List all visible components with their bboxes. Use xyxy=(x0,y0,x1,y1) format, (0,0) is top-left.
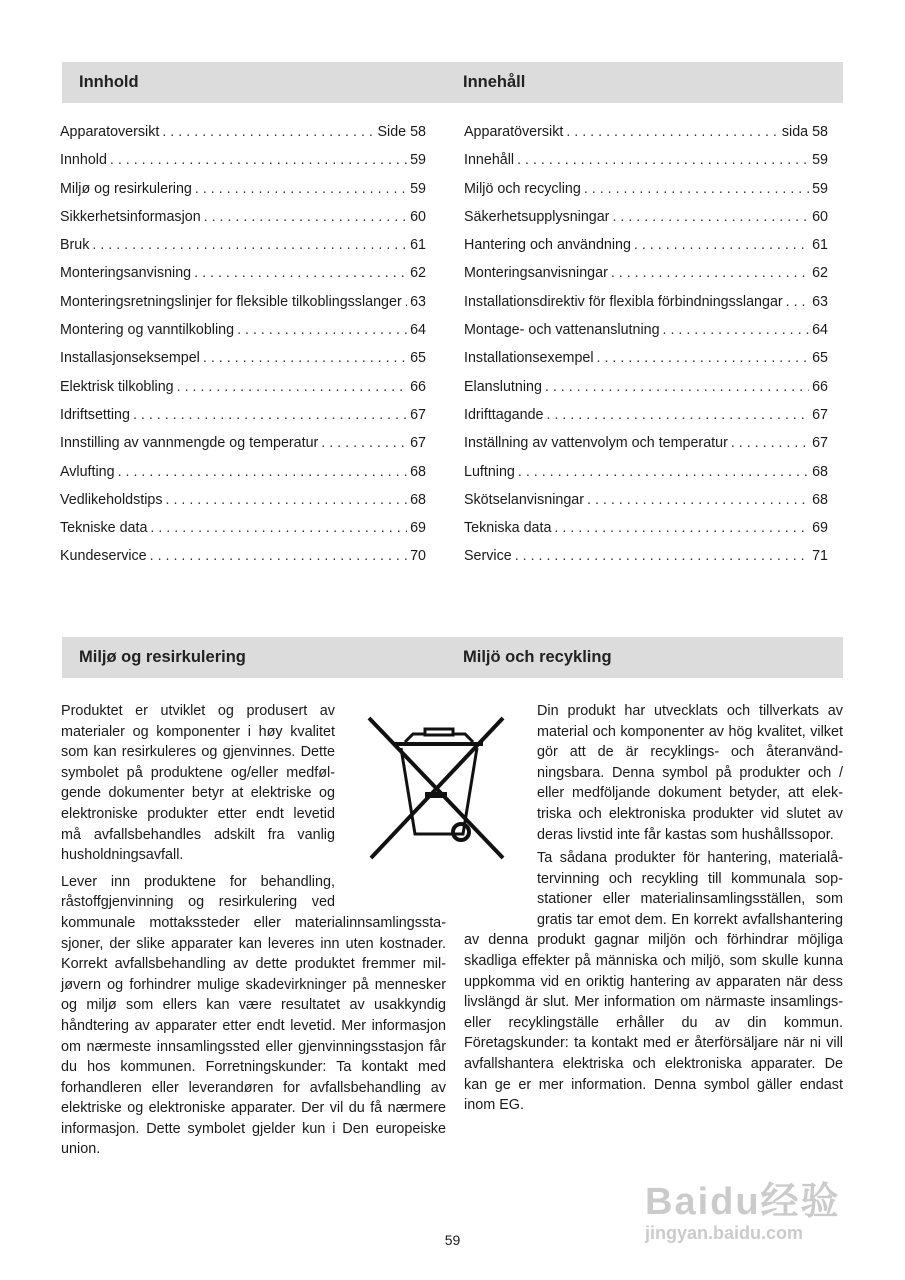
toc-entry-page: sida 58 xyxy=(781,124,828,140)
leader-dots xyxy=(321,435,407,451)
baidu-watermark xyxy=(645,1170,841,1244)
toc-entry[interactable] xyxy=(60,181,426,209)
toc-entry[interactable] xyxy=(60,124,426,152)
leader-dots xyxy=(92,237,407,253)
float-spacer xyxy=(464,848,537,910)
toc-entry-label: Apparatoversikt xyxy=(60,124,160,140)
watermark-url: jingyan.baidu.com xyxy=(645,1223,804,1243)
leader-dots xyxy=(150,520,407,536)
toc-entry-label: Installationsexempel xyxy=(464,350,594,367)
toc-entry-page: 64 xyxy=(812,322,828,339)
toc-entry[interactable] xyxy=(464,492,828,520)
toc-entry-label: Inställning av vattenvolym och temperatur xyxy=(464,435,728,452)
toc-entry[interactable] xyxy=(464,294,828,322)
leader-dots xyxy=(194,265,407,281)
toc-entry-label: Luftning xyxy=(464,463,515,480)
toc-entry[interactable] xyxy=(60,152,426,180)
leader-dots xyxy=(611,265,809,281)
leader-dots xyxy=(203,350,407,366)
toc-entry-page: 69 xyxy=(410,520,426,537)
toc-entry[interactable] xyxy=(60,265,426,293)
toc-header-bar xyxy=(62,62,843,103)
toc-entry-label: Installasjonseksempel xyxy=(60,350,200,367)
toc-entry-label: Elanslutning xyxy=(464,378,542,395)
toc-entry[interactable] xyxy=(60,379,426,407)
leader-dots xyxy=(405,294,407,310)
toc-entry-page: 61 xyxy=(410,237,426,254)
leader-dots xyxy=(584,181,809,197)
toc-entry-page: 63 xyxy=(410,293,426,310)
environment-heading-swedish: Miljö och recykling xyxy=(463,648,612,666)
toc-entry-page: 68 xyxy=(812,491,828,508)
leader-dots xyxy=(517,152,809,168)
toc-entry[interactable] xyxy=(464,407,828,435)
toc-entry[interactable] xyxy=(60,350,426,378)
toc-entry[interactable] xyxy=(60,322,426,350)
leader-dots xyxy=(162,124,374,140)
toc-entry[interactable] xyxy=(464,181,828,209)
toc-entry[interactable] xyxy=(464,379,828,407)
environment-text-norwegian xyxy=(61,701,446,1166)
toc-entry-page: 64 xyxy=(410,322,426,339)
environment-text-swedish-2 xyxy=(464,848,843,1122)
toc-entry[interactable] xyxy=(464,520,828,548)
toc-heading-swedish: Innehåll xyxy=(463,73,526,91)
toc-entry-label: Montering og vanntilkobling xyxy=(60,322,235,339)
toc-entry-label: Avlufting xyxy=(60,463,115,480)
toc-entry[interactable] xyxy=(60,209,426,237)
toc-entry-page: 63 xyxy=(812,293,828,310)
toc-entry[interactable] xyxy=(60,294,426,322)
toc-list-norwegian xyxy=(60,124,426,577)
leader-dots xyxy=(547,407,810,423)
toc-entry-page: 59 xyxy=(812,152,828,169)
leader-dots xyxy=(545,379,809,395)
toc-entry-label: Montage- och vattenanslutning xyxy=(464,322,660,339)
toc-entry-label: Kundeservice xyxy=(60,548,147,565)
toc-entry-label: Installationsdirektiv för flexibla förbindningsslangar xyxy=(464,293,783,310)
toc-entry-page: 65 xyxy=(410,350,426,367)
paragraph: Din produkt har utvecklats och tillverkats av material och komponenter av hög kvalitet, vilket gör att de är recyklings- och återanvändningsbara. Denna symbol på produkter och / eller medföljande dokument betyder, att elektriska och elektroniska produkter vid slutet av deras livstid inte får kastas som hushållssopor. xyxy=(537,703,843,843)
leader-dots xyxy=(110,152,407,168)
toc-entry-page: 69 xyxy=(812,520,828,537)
leader-dots xyxy=(150,548,407,564)
toc-entry-page: 62 xyxy=(812,265,828,282)
paragraph: Lever inn produktene for behandling, råstoffgjenvinning og resirkulering ved kommunale mottakssteder eller materialinnsamlingsstasjoner, der slike apparater kan leveres inn uten kostnader. Korrekt avfallsbehandling av dette produktet fremmer miljøvern og forhindrer mulige skadevirkninger på mennesker og miljø som ellers kan være resultatet av usakkyndig håndtering av apparater etter endt levetid. Mer informasjon om nærmeste innsamlingssted eller gjenvinningsstasjon får du hos kommunen. Forretningskunder: Ta kontakt med forhandleren eller leverandøren for avfallsbehandling av elektriske og elektroniske apparater. Der vil du få nærmere informasjon. Dette symbolet gjelder kun i Den europeiske union. xyxy=(61,873,446,1158)
toc-entry-label: Idriftsetting xyxy=(60,406,130,423)
toc-list-swedish xyxy=(464,124,828,577)
toc-entry-page: 71 xyxy=(812,548,828,565)
toc-entry[interactable] xyxy=(464,152,828,180)
toc-entry-label: Miljö och recycling xyxy=(464,180,581,197)
toc-entry-label: Innstilling av vannmengde og temperatur xyxy=(60,435,319,452)
float-spacer xyxy=(335,701,446,901)
toc-entry-label: Apparatöversikt xyxy=(464,124,564,140)
toc-entry-page: 65 xyxy=(812,350,828,367)
toc-entry-label: Elektrisk tilkobling xyxy=(60,378,174,395)
toc-entry-page: 59 xyxy=(410,152,426,169)
toc-entry-page: 66 xyxy=(812,378,828,395)
toc-entry-label: Monteringsanvisning xyxy=(60,265,192,282)
toc-entry[interactable] xyxy=(60,407,426,435)
toc-entry-page: Side 58 xyxy=(377,124,426,140)
environment-header-bar xyxy=(62,637,843,678)
toc-entry-page: 67 xyxy=(410,406,426,423)
toc-entry-page: 68 xyxy=(812,463,828,480)
leader-dots xyxy=(554,520,809,536)
toc-entry-page: 62 xyxy=(410,265,426,282)
toc-entry-label: Monteringsretningslinjer for fleksible tilkoblingsslanger xyxy=(60,293,402,310)
toc-entry[interactable] xyxy=(464,435,828,463)
leader-dots xyxy=(118,464,408,480)
toc-entry-page: 59 xyxy=(812,180,828,197)
leader-dots xyxy=(237,322,407,338)
toc-entry[interactable] xyxy=(60,548,426,576)
toc-entry-page: 67 xyxy=(410,435,426,452)
leader-dots xyxy=(731,435,809,451)
paragraph-text: Ta sådana produkter för hantering, materialåtervinning och recykling till kommunala sopstationer eller materialinsamlingsställen, som gratis tar emot dem. En korrekt avfallshantering av denna produkt gagnar miljön och förhindrar möjliga skadliga effekter på människa och miljö, som skulle kunna uppkomma vid en oriktig hantering av apparaten när dess livslängd är slut. Mer information om närmaste insamlings- eller recyklingställe erhåller du av din kommun. Företagskunder: ta kontakt med er återförsäljare när ni vill avfallshantera elektriska och elektroniska apparater. De kan ge er mer information. Denna symbol gäller endast inom EG. xyxy=(464,850,843,1114)
leader-dots xyxy=(587,492,809,508)
toc-entry-page: 60 xyxy=(812,208,828,225)
page-number: 59 xyxy=(444,1232,461,1248)
leader-dots xyxy=(566,124,779,140)
toc-entry-label: Hantering och användning xyxy=(464,237,631,254)
toc-entry[interactable] xyxy=(60,492,426,520)
toc-heading-norwegian: Innhold xyxy=(79,73,139,91)
leader-dots xyxy=(663,322,810,338)
toc-entry[interactable] xyxy=(464,124,828,152)
toc-entry-label: Skötselanvisningar xyxy=(464,491,585,508)
paragraph: Produktet er utviklet og produsert av materialer og komponenter i høy kvalitet som kan resirkuleres og gjenvinnes. Dette symbolet på produktene og/eller medfølgende dokumenter betyr at elektriske og elektroniske produkter etter endt levetid må avfallsbehandles adskilt fra vanlig husholdningsavfall. xyxy=(61,703,335,864)
environment-text-swedish xyxy=(537,701,843,851)
toc-entry[interactable] xyxy=(464,237,828,265)
toc-entry[interactable] xyxy=(60,464,426,492)
toc-entry-page: 67 xyxy=(812,435,828,452)
toc-entry-label: Innhold xyxy=(60,152,107,169)
toc-entry[interactable] xyxy=(464,548,828,576)
toc-entry-page: 67 xyxy=(812,406,828,423)
toc-entry-label: Monteringsanvisningar xyxy=(464,265,608,282)
toc-entry-label: Tekniske data xyxy=(60,520,148,537)
environment-heading-norwegian: Miljø og resirkulering xyxy=(79,648,246,666)
leader-dots xyxy=(597,350,810,366)
toc-entry-label: Service xyxy=(464,548,512,565)
leader-dots xyxy=(786,294,809,310)
toc-entry-label: Vedlikeholdstips xyxy=(60,491,163,508)
leader-dots xyxy=(195,181,407,197)
watermark-logo: Baidu经验 xyxy=(645,1181,841,1223)
toc-entry-label: Miljø og resirkulering xyxy=(60,180,192,197)
toc-entry[interactable] xyxy=(464,322,828,350)
toc-entry[interactable] xyxy=(60,520,426,548)
toc-entry-page: 60 xyxy=(410,208,426,225)
toc-entry-page: 59 xyxy=(410,180,426,197)
toc-entry-page: 66 xyxy=(410,378,426,395)
toc-entry[interactable] xyxy=(464,265,828,293)
leader-dots xyxy=(166,492,408,508)
toc-entry-page: 61 xyxy=(812,237,828,254)
leader-dots xyxy=(133,407,407,423)
toc-entry[interactable] xyxy=(464,464,828,492)
toc-entry-label: Bruk xyxy=(60,237,90,254)
toc-entry-label: Idrifttagande xyxy=(464,406,544,423)
leader-dots xyxy=(177,379,407,395)
toc-entry-page: 70 xyxy=(410,548,426,565)
toc-entry[interactable] xyxy=(60,435,426,463)
paragraph xyxy=(464,848,843,1116)
toc-entry-page: 68 xyxy=(410,463,426,480)
toc-entry-label: Säkerhetsupplysningar xyxy=(464,208,610,225)
toc-entry[interactable] xyxy=(60,237,426,265)
leader-dots xyxy=(515,548,809,564)
leader-dots xyxy=(518,464,809,480)
toc-entry-label: Innehåll xyxy=(464,152,515,169)
leader-dots xyxy=(204,209,407,225)
leader-dots xyxy=(612,209,809,225)
toc-entry[interactable] xyxy=(464,350,828,378)
toc-entry-label: Tekniska data xyxy=(464,520,552,537)
toc-entry-label: Sikkerhetsinformasjon xyxy=(60,208,201,225)
leader-dots xyxy=(634,237,809,253)
toc-entry[interactable] xyxy=(464,209,828,237)
toc-entry-page: 68 xyxy=(410,491,426,508)
